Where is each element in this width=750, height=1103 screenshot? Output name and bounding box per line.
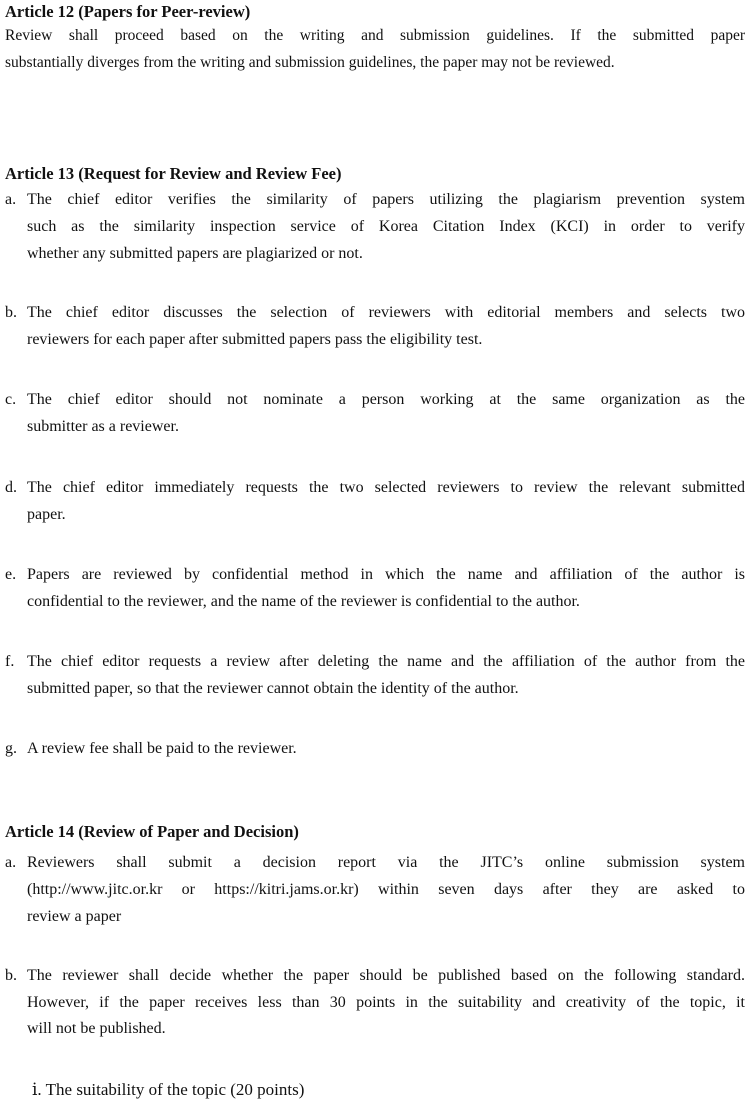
sub-list-marker: ⅰ. [32,1080,42,1099]
item-line: paper. [27,506,66,523]
item-line: The chief editor immediately requests the two selected reviewers to review the relevant submitted [27,479,745,496]
sub-item-text: The suitability of the topic (20 points) [45,1080,305,1099]
item-line: reviewers for each paper after submitted papers pass the eligibility test. [27,331,483,348]
list-marker: g. [5,740,17,757]
item-line: whether any submitted papers are plagiarized or not. [27,245,363,262]
list-marker: b. [5,304,17,321]
article-12-heading: Article 12 (Papers for Peer-review) [5,2,251,21]
item-line: (http://www.jitc.or.kr or https://kitri.jams.or.kr) within seven days after they are asked to [27,881,745,898]
list-marker: f. [5,653,15,670]
item-line: The reviewer shall decide whether the paper should be published based on the following standard. [27,967,745,984]
list-marker: a. [5,854,17,871]
item-line: such as the similarity inspection service of Korea Citation Index (KCI) in order to verify [27,218,745,235]
item-line: The chief editor discusses the selection of reviewers with editorial members and selects two [27,304,745,321]
item-line: Reviewers shall submit a decision report via the JITC’s online submission system [27,854,745,871]
list-marker: b. [5,967,17,984]
list-marker: c. [5,391,17,408]
item-line: A review fee shall be paid to the reviewer. [27,740,297,757]
item-line: The chief editor verifies the similarity of papers utilizing the plagiarism prevention system [27,191,745,208]
item-line: The chief editor should not nominate a person working at the same organization as the [27,391,745,408]
article-12-body-line-2: substantially diverges from the writing and submission guidelines, the paper may not be reviewed. [5,54,615,71]
item-line: confidential to the reviewer, and the name of the reviewer is confidential to the author. [27,593,580,610]
item-line: However, if the paper receives less than 30 points in the suitability and creativity of the topic, it [27,994,745,1011]
article-14-heading: Article 14 (Review of Paper and Decision) [5,822,299,841]
item-line: will not be published. [27,1020,166,1037]
article-14-subitem-i [32,1080,304,1100]
list-marker: a. [5,191,17,208]
article-12-body-line-1: Review shall proceed based on the writing and submission guidelines. If the submitted paper [5,27,745,44]
item-line: The chief editor requests a review after deleting the name and the affiliation of the author from the [27,653,745,670]
item-line: Papers are reviewed by confidential method in which the name and affiliation of the author is [27,566,745,583]
item-line: submitter as a reviewer. [27,418,179,435]
list-marker: e. [5,566,17,583]
article-13-heading: Article 13 (Request for Review and Review Fee) [5,164,342,183]
item-line: submitted paper, so that the reviewer cannot obtain the identity of the author. [27,680,519,697]
list-marker: d. [5,479,17,496]
item-line: review a paper [27,908,122,925]
